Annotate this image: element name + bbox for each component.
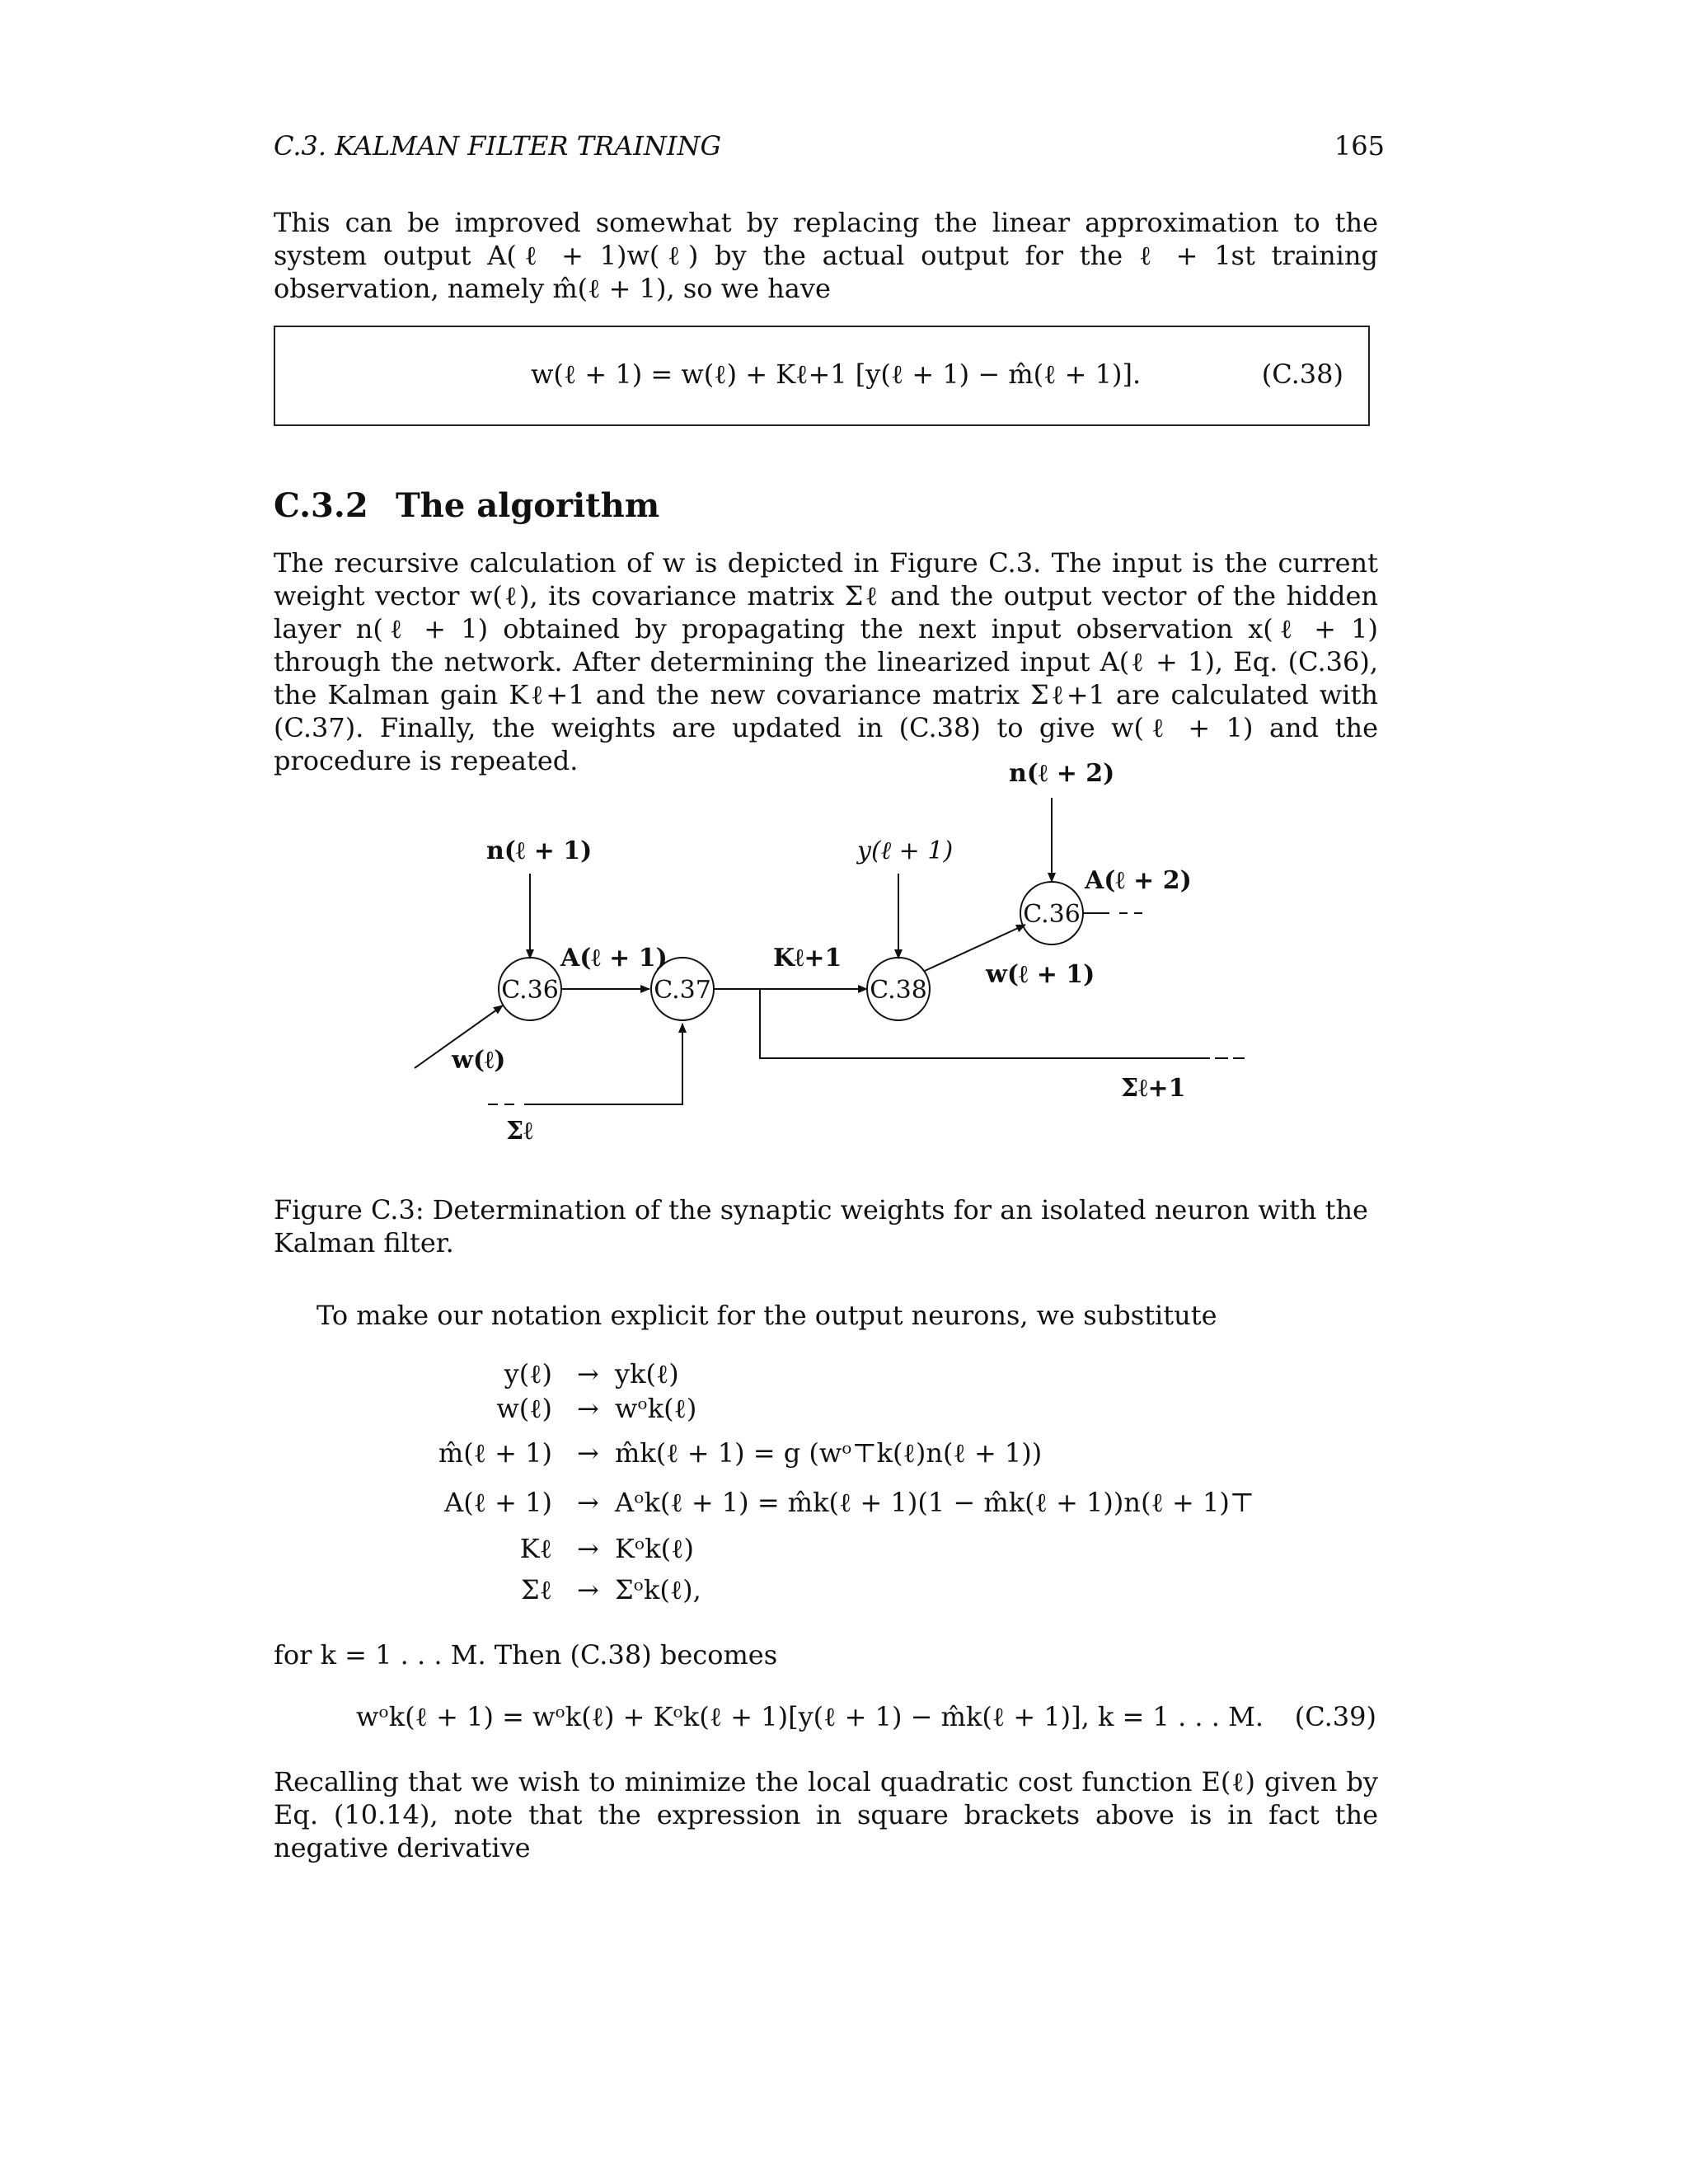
section-number: C.3.2 xyxy=(274,486,368,525)
subs-arrow: → xyxy=(577,1393,599,1424)
subs-arrow: → xyxy=(577,1437,599,1469)
equation-label-c39: (C.39) xyxy=(1294,1701,1376,1732)
algorithm-paragraph: The recursive calculation of w is depicted in Figure C.3. The input is the current weight vector w(ℓ), its covariance matrix Σℓ and the output vector of the hidden layer n(ℓ + 1) obtained by propagating the next input observation x(ℓ + 1) through the network. After determining the linearized input A(ℓ + 1), Eq. (C.36), the Kalman gain Kℓ+1 and the new covariance matrix Σℓ+1 are calculated with (C.37). Finally, the weights are updated in (C.38) to give w(ℓ + 1) and the procedure is repeated. xyxy=(274,547,1378,776)
node-c36-next-label: C.36 xyxy=(1023,900,1081,929)
subs-rhs: Kᵒk(ℓ) xyxy=(615,1533,694,1564)
intro-paragraph: This can be improved somewhat by replacing the linear approximation to the system output A(ℓ + 1)w(ℓ) by the actual output for the ℓ + 1st training observation, namely m̂(ℓ + 1), so we have xyxy=(274,207,1378,304)
node-c37-label: C.37 xyxy=(654,976,711,1005)
label-y-l1: y(ℓ + 1) xyxy=(857,837,954,865)
figure-caption: Figure C.3: Determination of the synaptic weights for an isolated neuron with the Kalman filter. xyxy=(274,1194,1368,1258)
node-c38-label: C.38 xyxy=(870,976,927,1005)
subs-arrow: → xyxy=(577,1358,599,1390)
subs-lhs: A(ℓ + 1) xyxy=(444,1487,552,1518)
node-c36-label: C.36 xyxy=(501,976,559,1005)
label-A-l1: A(ℓ + 1) xyxy=(560,944,668,972)
section-title: The algorithm xyxy=(396,486,660,525)
equation-label-c38: (C.38) xyxy=(1261,359,1343,390)
subs-lhs: Kℓ xyxy=(519,1533,552,1564)
subs-rhs: m̂k(ℓ + 1) = g (wᵒ⊤k(ℓ)n(ℓ + 1)) xyxy=(615,1437,1043,1469)
label-K-l1: Kℓ+1 xyxy=(773,944,842,972)
subs-arrow: → xyxy=(577,1533,599,1564)
subs-arrow: → xyxy=(577,1487,599,1518)
equation-c39: wᵒk(ℓ + 1) = wᵒk(ℓ) + Kᵒk(ℓ + 1)[y(ℓ + 1) − m̂k(ℓ + 1)], k = 1 . . . M. xyxy=(356,1701,1264,1732)
label-n-l1: n(ℓ + 1) xyxy=(486,837,593,865)
substitution-intro: To make our notation explicit for the output neurons, we substitute xyxy=(316,1300,1217,1331)
subs-rhs: Σᵒk(ℓ), xyxy=(615,1574,701,1605)
label-sigma-l: Σℓ xyxy=(506,1117,533,1146)
running-header: C.3. KALMAN FILTER TRAINING xyxy=(274,130,722,162)
label-A-l2: A(ℓ + 2) xyxy=(1085,866,1192,895)
label-w-l: w(ℓ) xyxy=(452,1046,506,1075)
label-w-l1: w(ℓ + 1) xyxy=(986,960,1095,989)
page-number: 165 xyxy=(1334,130,1385,162)
subs-lhs: m̂(ℓ + 1) xyxy=(438,1437,552,1469)
for-k-text: for k = 1 . . . M. Then (C.38) becomes xyxy=(274,1639,778,1671)
subs-lhs: w(ℓ) xyxy=(496,1393,552,1424)
subs-lhs: y(ℓ) xyxy=(504,1358,552,1390)
substitution-table xyxy=(0,1358,1688,1622)
subs-rhs: Aᵒk(ℓ + 1) = m̂k(ℓ + 1)(1 − m̂k(ℓ + 1))n(ℓ + 1)⊤ xyxy=(615,1487,1254,1518)
label-sigma-l1: Σℓ+1 xyxy=(1121,1074,1186,1103)
arrow-sigma-to-c37 xyxy=(524,1024,682,1104)
sigma-next-line xyxy=(760,989,1210,1058)
subs-rhs: wᵒk(ℓ) xyxy=(615,1393,697,1424)
label-n-l2: n(ℓ + 2) xyxy=(1009,759,1115,788)
closing-paragraph: Recalling that we wish to minimize the local quadratic cost function E(ℓ) given by Eq. (10.14), note that the expression in square brackets above is in fact the negative derivative xyxy=(274,1766,1378,1863)
equation-c38: w(ℓ + 1) = w(ℓ) + Kℓ+1 [y(ℓ + 1) − m̂(ℓ + 1)]. xyxy=(531,359,1142,390)
subs-rhs: yk(ℓ) xyxy=(615,1358,679,1390)
subs-arrow: → xyxy=(577,1574,599,1605)
subs-lhs: Σℓ xyxy=(521,1574,552,1605)
